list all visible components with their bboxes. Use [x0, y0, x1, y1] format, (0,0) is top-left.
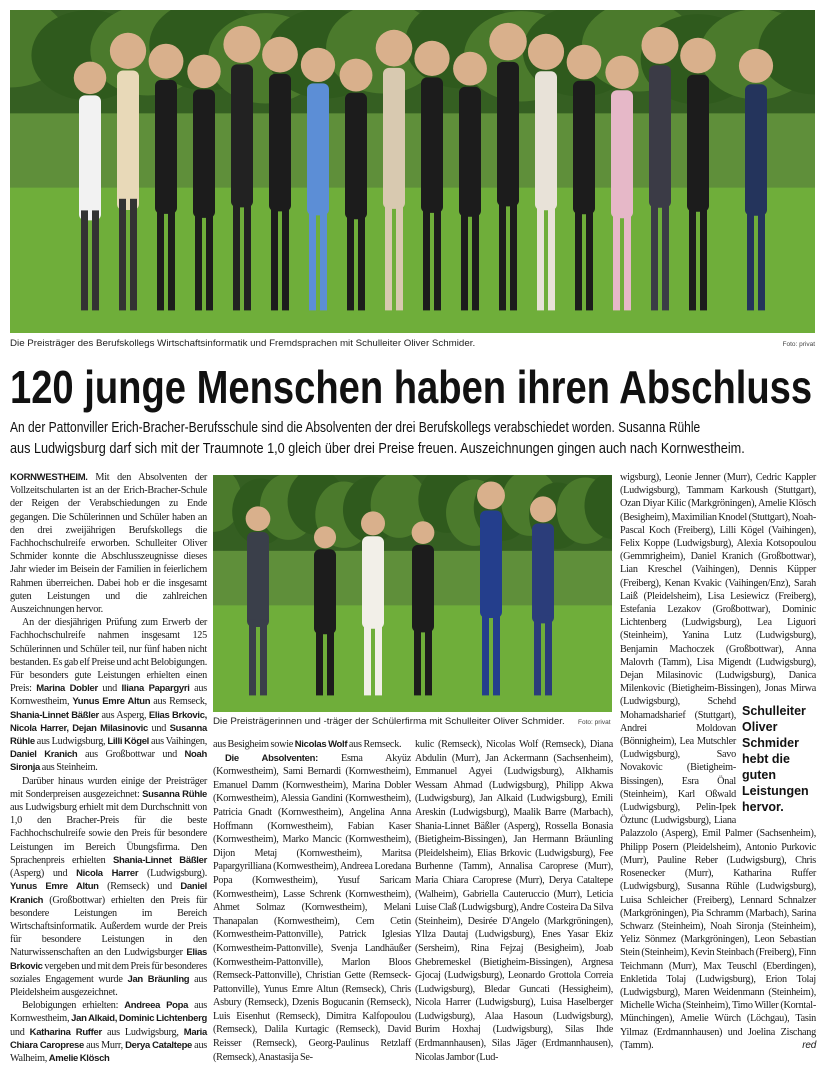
person-body — [383, 68, 405, 209]
person-body — [247, 532, 269, 627]
person-head — [110, 33, 146, 69]
person-head — [530, 496, 556, 522]
text-run: aus Vaihingen, — [149, 736, 207, 748]
text-run: Esma Akyüz (Kornwestheim), Sami Bernardi (Kornwestheim), Emanuel Damm (Kornwestheim), Marina Dobler (Kornwestheim), Alessia Gandini (Kornwestheim), Patricia Gnadt (Kornwestheim), Angelina Anna Hoffmann (Kornwestheim), Fabian Kaser (Kornwestheim), Marko Mancic (Kornwestheim), Dijon Metaj (Kornwestheim), Maritsa Papargyrilliana (Kornwestheim), Andreea Loredana Popa (Kornwestheim), Yusuf Saricam (Kornwestheim), Lasse Schrenk (Kornwestheim), Ahmet Solmaz (Kornwestheim), Melani Thanapalan (Kornwestheim), Cem Cetin (Kornwestheim-Pattonville), Patrick Iglesias (Kornwestheim-Pattonville), Svenja Landhäußer (Kornwestheim-Pattonville), Marlon Bloos (Remseck-Pattonville), Christian Gette (Remseck-Pattonville), Yunus Emre Altun (Remseck), Chris Asbury (Remseck), Dzenis Bogucanin (Remseck), Luis Eisenhut (Remseck), Dimitra Kalfopoulou (Remseck), Dalila Kurtagic (Remseck), David Reisser (Remseck), Georg-Paulinus Retzlaff (Remseck), Anastasija Se- — [213, 752, 411, 1063]
person-leg — [195, 208, 202, 311]
person-body — [412, 545, 434, 633]
person-head — [74, 62, 107, 95]
person-leg — [425, 625, 432, 695]
person-leg — [206, 208, 213, 311]
person-head — [528, 34, 564, 70]
person-body — [480, 511, 502, 619]
person-head — [149, 44, 184, 79]
person-leg — [385, 198, 392, 311]
person-leg — [537, 199, 544, 310]
group-photo-berufskolleg — [10, 10, 815, 333]
bold-name: Jan Bräunling — [127, 973, 190, 985]
article-column-3 — [415, 738, 613, 1064]
person-head — [489, 23, 527, 61]
person-leg — [347, 209, 354, 310]
person-body — [117, 70, 139, 210]
text-run: aus Walheim, — [10, 1039, 208, 1064]
text-run: (Ludwigsburg). — [138, 868, 207, 880]
pull-quote: Schulleiter Oliver Schmider hebt die guten Leistungen hervor. — [742, 704, 809, 814]
person-body — [345, 93, 367, 220]
person-leg — [327, 627, 334, 695]
person-body — [362, 536, 384, 629]
person-leg — [244, 196, 251, 310]
bold-name: Shania-Linnet Bäßler — [113, 854, 207, 866]
person-leg — [396, 198, 403, 311]
person-leg — [119, 199, 126, 311]
text-run: aus Ludwigsburg erhielt mit dem Durchschnitt von 1,0 den Bracher-Preis für die beste Fachhochschulreife sowie den Preis für besondere Leistungen im Bereich Übungsfirma. Den Sprachenpreis erhielten — [10, 802, 207, 866]
person-head — [262, 37, 298, 73]
text-run: aus Großbottwar und — [77, 749, 185, 761]
person-leg — [472, 206, 479, 310]
person-head — [187, 55, 220, 88]
bold-name: Susanna Rühle — [10, 722, 207, 748]
photo-credit: Foto: privat — [578, 719, 611, 726]
person-leg — [271, 200, 278, 310]
photo-caption: Die Preisträger des Berufskollegs Wirtschaftsinformatik und Fremdsprachen mit Schulleiter Oliver Schmider. — [10, 338, 476, 348]
person-head — [739, 49, 773, 83]
person-leg — [364, 621, 371, 695]
bold-name: Katharina Ruffer — [29, 1026, 102, 1038]
person-body — [307, 83, 329, 215]
person-body — [421, 77, 443, 213]
person-leg — [92, 210, 99, 310]
text-run: An der diesjährigen Prüfung zum Erwerb der Fachhochschulreife nahmen insgesamt 125 Schülerinnen und Schüler teil, nur fünf haben nicht bestanden. Es gab elf Preise und acht Belobigungen. Für besonders gute Leistungen erhielten einen Preis: — [10, 617, 207, 695]
person-body — [314, 549, 336, 634]
person-body — [745, 84, 767, 216]
bold-name: Die Absolventen: — [225, 752, 318, 764]
article-paragraph — [10, 471, 207, 616]
bold-name: KORNWESTHEIM. — [10, 472, 88, 483]
person-leg — [316, 627, 323, 695]
bold-name: Elias Brkovic — [10, 947, 207, 972]
bold-name: Shania-Linnet Bäßler — [10, 709, 99, 721]
person-leg — [358, 209, 365, 310]
article-paragraph — [10, 999, 207, 1065]
person-body — [497, 62, 519, 207]
photo-credit: Foto: privat — [782, 341, 815, 348]
person-body — [269, 74, 291, 212]
person-leg — [545, 615, 552, 695]
person-head — [361, 511, 385, 535]
text-run: Darüber hinaus wurden einige der Preisträger mit Sonderpreisen ausgezeichnet: — [10, 775, 207, 800]
person-leg — [233, 196, 240, 310]
person-leg — [423, 202, 430, 310]
person-head — [567, 45, 602, 80]
text-run: aus Kornwestheim, — [10, 683, 207, 708]
person-leg — [586, 204, 593, 311]
article-paragraph — [213, 738, 411, 752]
text-run: kulic (Remseck), Nicolas Wolf (Remseck), Diana Abdulin (Murr), Jan Ackermann (Sachsenheim), Emmanuel Agyei (Ludwigsburg), Alkhamis Wessam Ahmad (Ludwigsburg), Philipp Akwa (Ludwigsburg), Jan Alkaid (Ludwigsburg), Emili Areskin (Ludwigsburg), Maalik Barre (Marbach), Shania-Linnet Bäßler (Asperg), Rossella Bonasia (Bietigheim-Bissingen), Jan Hermann Bräunling (Pleidelsheim), Elias Brkovic (Ludwigsburg), Fee Burhenne (Tamm), Annalisa Caroprese (Murr), Maria Chiara Caroprese (Murr), Derya Cataltepe (Walheim), Gabriella Cauteruccio (Murr), Leticia Luise Claß (Ludwigsburg), Andre Costeira Da Silva (Steinheim), Desirée D'Angelo (Markgröningen), Yllza Dautaj (Ludwigsburg), Enes Yasar Ekiz (Sersheim), Rina Fejzaj (Besigheim), Joab Ghebremeskel (Bietigheim-Bissingen), Argnesa Gjocaj (Ludwigsburg), Leonardo Grottola Correia (Ludwigsburg), Bledar Guncati (Hessigheim), Nicola Harrer (Ludwigsburg), Luisa Haselberger (Ludwigsburg), Alaa Hasoun (Ludwigsburg), Burim Hoxhaj (Ludwigsburg), Silas Ihde (Erdmannhausen), Silas Jäger (Erdmannhausen), Nicolas Jambor (Lud- — [415, 739, 613, 1063]
bold-name: Susanna Rühle — [142, 788, 207, 800]
article-paragraph — [10, 775, 207, 999]
subheadline-line: An der Pattonviller Erich-Bracher-Berufsschule sind die Absolventen der drei Berufskollegs verabschiedet worden. Susanna Rühle — [10, 420, 701, 436]
text-run: und — [97, 683, 122, 695]
text-run: aus Remseck. — [347, 739, 402, 750]
person-head — [246, 506, 271, 531]
text-run: Belobigungen erhielten: — [22, 1000, 125, 1012]
person-head — [301, 48, 335, 82]
bold-name: Derya Cataltepe — [125, 1039, 193, 1051]
person-head — [641, 27, 678, 64]
person-leg — [662, 196, 669, 310]
person-leg — [414, 625, 421, 695]
text-run: (Remseck) und — [98, 881, 181, 893]
person-leg — [434, 202, 441, 310]
person-body — [573, 81, 595, 215]
bold-name: Yunus Emre Altun — [10, 881, 99, 893]
text-run: aus Besigheim sowie — [213, 739, 295, 750]
article-paragraph — [10, 616, 207, 774]
person-leg — [493, 609, 500, 695]
bold-name: Lilli Kögel — [107, 736, 149, 748]
person-leg — [168, 203, 175, 310]
text-run: aus Asperg, — [98, 709, 149, 721]
person-leg — [81, 210, 88, 310]
person-leg — [461, 206, 468, 310]
photo-caption: Die Preisträgerinnen und -träger der Schülerfirma mit Schulleiter Oliver Schmider. — [213, 716, 565, 727]
bold-name: Nicola Harrer — [76, 868, 139, 880]
article-column-2 — [213, 738, 411, 1064]
person-leg — [375, 621, 382, 695]
article-paragraph — [415, 738, 613, 1064]
person-leg — [510, 195, 517, 311]
person-body — [459, 87, 481, 217]
person-leg — [249, 619, 256, 695]
person-leg — [534, 615, 541, 695]
person-leg — [282, 200, 289, 310]
text-run: aus Murr, — [84, 1039, 126, 1051]
person-head — [477, 481, 505, 509]
group-photo-schuelerfirma — [213, 475, 612, 712]
text-run: aus Ludwigsburg, — [34, 736, 108, 748]
person-leg — [309, 205, 316, 311]
person-head — [412, 521, 435, 544]
text-run: aus Kornwestheim, — [10, 1000, 207, 1025]
text-run: wigsburg), Leonie Jenner (Murr), Cedric Kappler (Ludwigsburg), Tammam Karkoush (Stuttgart), Ozan Diyar Kilic (Markgröningen), Amelie Klösch (Besigheim), Maximilian Knodel (Stuttgart), Noah-Pascal Koch (Freiberg), Lilli Kögel (Vaihingen), Felix Koppe (Ludwigsburg), Alexia Kotsopoulou (Gemmrigheim), Daniel Kranich (Großbottwar), Lian Kreschel (Vaihingen), Dennis Küpper (Freiberg), Kenan Kvakic (Vaihingen/Enz), Sarah Laiß (Pleidelsheim), Lisa Lesiewicz (Freiberg), Estefania Lezakov (Großbottwar), Dominic Lichtenberg (Ludwigsburg), Lea Liguori (Steinheim), Yanina Lutz (Ludwigsburg), Benjamin Machoczek (Großbottwar), Anna Malovrh (Tamm), Lisa Migendt (Ludwigsburg), Dejan Milasinovic (Ludwigsburg), Danica Milenkovic (Bietigheim-Bissingen), Jonas Mirwa (Ludwigsburg), Schehd Mohamadsharief (Stuttgart), Andrei Moldovan (Bönnigheim), Lea Mutschler (Ludwigsburg), Savo Novakovic (Bietigheim-Bissingen), Esra Önal (Steinheim), Karl Oßwald (Ludwigsburg), Pelin-Ipek Öztunc (Ludwigsburg), Liana Palazzolo (Asperg), Emil Palmer (Sachsenheim), Philipp Posern (Pleidelsheim), Antonio Purkovic (Murr), Pauline Reber (Ludwigsburg), Chris Rosenecker (Murr), Katharina Ruffer (Ludwigsburg), Susanna Rühle (Ludwigsburg), Luisa Schleicher (Freiberg), Lennard Schnalzer (Markgröningen), Pia Schramm (Marbach), Sarina Schwarz (Steinheim), Noah Sironja (Steinheim), Yeliz Sönmez (Markgröningen), Leon Sebastian Stein (Steinheim), Kevin Steinbach (Freiberg), Finn Teichmann (Murr), Max Teuschl (Eberdingen), Enkletida Tolaj (Ludwigsburg), Erion Tolaj (Ludwigsburg), Maren Weidenmann (Steinheim), Michelle Wicha (Steinheim), Timo Willer (Korntal-Münchingen), Amelie Würch (Löchgau), Tasin Yilmaz (Erdmannhausen) und Joelina Zischang (Tamm). — [620, 472, 816, 1051]
person-leg — [624, 208, 631, 310]
bold-name: Jan Alkaid, Dominic Lichtenberg — [71, 1013, 208, 1025]
person-leg — [548, 199, 555, 310]
text-run: aus Ludwigsburg, — [101, 1026, 184, 1038]
person-head — [414, 41, 449, 76]
person-leg — [651, 196, 658, 310]
article-column-1 — [10, 471, 207, 1065]
author-tag: red — [802, 1039, 816, 1051]
person-leg — [260, 619, 267, 695]
person-leg — [747, 205, 754, 310]
person-leg — [157, 203, 164, 310]
person-leg — [499, 195, 506, 311]
person-head — [223, 26, 260, 63]
text-run: (Großbottwar) erhielten den Preis für besondere Leistungen im Bereich Wirtschaftsinformatik. Außerdem wurde der Preis für besondere Leistungen in den Naturwissenschaften an den Ludwigsburger — [10, 894, 207, 959]
bold-name: Yunus Emre Altun — [72, 696, 151, 708]
bold-name: Amelie Klösch — [48, 1052, 110, 1064]
headline: 120 junge Menschen haben ihren Abschluss — [10, 361, 813, 413]
article-paragraph — [213, 752, 411, 1065]
person-body — [532, 523, 554, 623]
person-leg — [320, 205, 327, 311]
subheadline-line: aus Ludwigsburg darf sich mit der Traumnote 1,0 gleich über drei Preise freuen. Auszeichnungen gingen auch nach Kornwestheim. — [10, 441, 745, 457]
person-leg — [613, 208, 620, 310]
person-head — [453, 52, 487, 86]
person-leg — [700, 201, 707, 311]
person-leg — [482, 609, 489, 695]
photo-image — [213, 475, 612, 712]
text-run: vergeben und mit dem Preis für besonderes soziales Engagement wurde — [10, 960, 207, 985]
person-head — [376, 30, 413, 67]
bold-name: Andreea Popa — [124, 1000, 189, 1012]
bold-name: Daniel Kranich — [10, 881, 207, 906]
person-body — [231, 64, 253, 207]
person-leg — [575, 204, 582, 311]
person-body — [193, 89, 215, 218]
bold-name: Iliana Papargyri — [121, 683, 190, 695]
article-column-4 — [620, 471, 816, 1052]
text-run: und — [10, 1026, 30, 1038]
person-head — [605, 56, 638, 89]
person-head — [314, 526, 336, 548]
text-run: Mit den Absolventen der Vollzeitschularten ist an der Erich-Bracher-Schule der Reigen der Verabschiedungen zu Ende gegangen. Die Schülerinnen und Schüler haben an den drei zweijährigen Berufskollegs die Fachhochschulreife erworben. Schulleiter Oliver Schmider konnte die Abschlusszeugnisse dieses Jahr wieder im Beisein der Familien in feierlichem Rahmen überreichen. Dabei hob er die insgesamt guten Leistungen und die zahlreichen Auszeichnungen hervor. — [10, 472, 207, 616]
person-body — [611, 90, 633, 218]
person-head — [680, 38, 716, 74]
text-run: aus Remseck, — [150, 696, 207, 708]
person-head — [340, 59, 373, 92]
text-run: und — [147, 722, 170, 734]
bold-name: Noah Sironja — [10, 749, 207, 774]
bold-name: Maria Chiara Caroprese — [10, 1026, 207, 1051]
bold-name: Nicolas Wolf — [294, 739, 348, 750]
text-run: aus Pleidelsheim ausgezeichnet. — [10, 973, 207, 998]
photo-image — [10, 10, 815, 333]
person-body — [649, 65, 671, 208]
person-body — [79, 95, 101, 220]
text-run: (Asperg) und — [10, 868, 77, 880]
person-body — [535, 71, 557, 210]
person-leg — [689, 201, 696, 311]
person-leg — [758, 205, 765, 310]
bold-name: Daniel Kranich — [10, 749, 78, 761]
bold-name: Marina Dobler — [36, 683, 98, 695]
person-body — [687, 75, 709, 212]
text-run: aus Steinheim. — [40, 762, 98, 774]
person-body — [155, 80, 177, 214]
bold-name: Elias Brkovic, Nicola Harrer, Dejan Milasinovic — [10, 709, 207, 734]
person-leg — [130, 199, 137, 311]
